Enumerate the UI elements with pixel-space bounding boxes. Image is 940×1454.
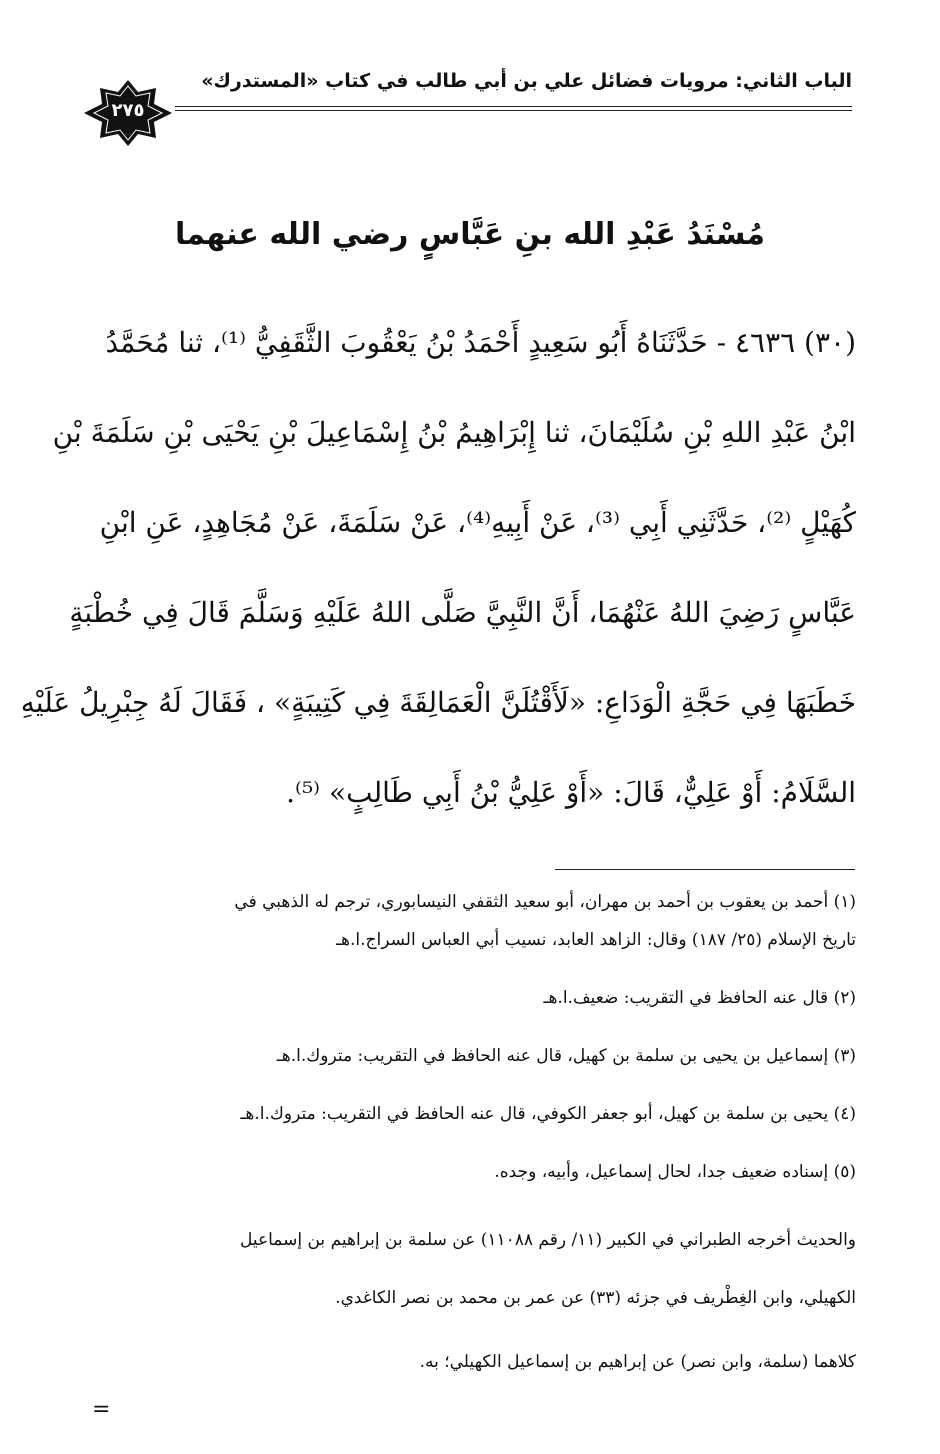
footnote-3: (٣) إسماعيل بن يحيى بن سلمة بن كهيل، قال عنه الحافظ في التقريب: متروك.ا.هـ (276, 1046, 856, 1066)
hadith-line-6: السَّلَامُ: أَوْ عَلِيٌّ، قَالَ: «أَوْ عَلِيُّ بْنُ أَبِي طَالِبٍ» ⁽⁵⁾. (286, 776, 856, 809)
footnote-4: (٤) يحيى بن سلمة بن كهيل، أبو جعفر الكوفي، قال عنه الحافظ في التقريب: متروك.ا.هـ (240, 1104, 856, 1124)
hadith-line-2: ابْنُ عَبْدِ اللهِ بْنِ سُلَيْمَانَ، ثنا إِبْرَاهِيمُ بْنُ إِسْمَاعِيلَ بْنِ يَحْيَى بْنِ سَلَمَةَ بْنِ (52, 416, 856, 449)
takhrij-line-3: كلاهما (سلمة، وابن نصر) عن إبراهيم بن إسماعيل الكهيلي؛ به. (419, 1352, 856, 1372)
hadith-line-5: خَطَبَهَا فِي حَجَّةِ الْوَدَاعِ: «لَأَقْتُلَنَّ الْعَمَالِقَةَ فِي كَتِيبَةٍ» ، فَقَالَ لَهُ جِبْرِيلُ عَلَيْهِ (20, 686, 856, 719)
footnote-1-line-1: (١) أحمد بن يعقوب بن أحمد بن مهران، أبو سعيد الثقفي النيسابوري، ترجم له الذهبي في (234, 892, 856, 912)
takhrij-line-1: والحديث أخرجه الطبراني في الكبير (١١/ رقم ١١٠٨٨) عن سلمة بن إبراهيم بن إسماعيل (239, 1230, 856, 1250)
hadith-line-4: عَبَّاسٍ رَضِيَ اللهُ عَنْهُمَا، أَنَّ النَّبِيَّ صَلَّى اللهُ عَلَيْهِ وَسَلَّمَ قَالَ فِي خُطْبَةٍ (69, 596, 856, 629)
footnote-2: (٢) قال عنه الحافظ في التقريب: ضعيف.ا.هـ (543, 988, 856, 1008)
page-number: ٢٧٥ (111, 100, 145, 121)
header-rule (175, 106, 852, 111)
hadith-line-1: (٣٠) ٤٦٣٦ - حَدَّثَنَاهُ أَبُو سَعِيدٍ أَحْمَدُ بْنُ يَعْقُوبَ الثَّقَفِيُّ ⁽¹⁾، ثنا مُحَمَّدُ (105, 326, 856, 359)
running-header: الباب الثاني: مرويات فضائل علي بن أبي طالب في كتاب «المستدرك» (201, 70, 852, 92)
hadith-line-3: كُهَيْلٍ ⁽²⁾، حَدَّثَنِي أَبِي ⁽³⁾، عَنْ أَبِيهِ⁽⁴⁾، عَنْ سَلَمَةَ، عَنْ مُجَاهِدٍ، عَنِ ابْنِ (99, 506, 856, 539)
hadith-text (20, 318, 856, 858)
footnote-separator (555, 869, 855, 870)
continuation-mark: = (92, 1397, 111, 1422)
takhrij-line-2: الكهيلي، وابن الغِطْريف في جزئه (٣٣) عن عمر بن محمد بن نصر الكاغدي. (335, 1288, 856, 1308)
footnote-1-line-2: تاريخ الإسلام (٢٥/ ١٨٧) وقال: الزاهد العابد، نسيب أبي العباس السراج.ا.هـ (336, 930, 856, 950)
section-title: مُسْنَدُ عَبْدِ الله بنِ عَبَّاسٍ رضي الله عنهما (174, 217, 766, 252)
page-number-badge (82, 78, 174, 148)
footnote-5: (٥) إسناده ضعيف جدا، لحال إسماعيل، وأبيه، وجده. (494, 1162, 856, 1182)
